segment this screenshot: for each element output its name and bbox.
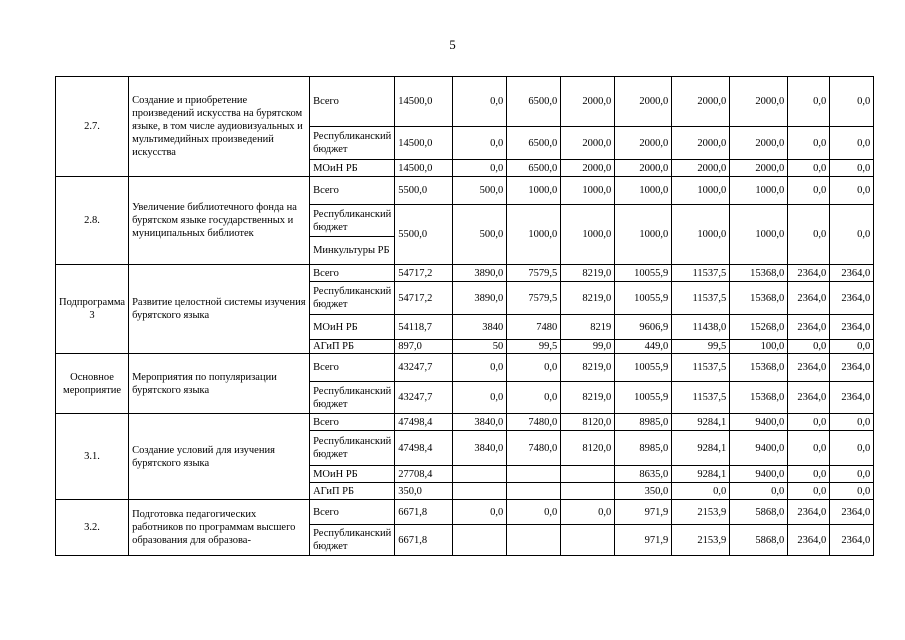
table-row: [56, 354, 874, 382]
value-year-5: 99,5: [672, 340, 730, 354]
value-year-3: [561, 466, 615, 483]
value-year-2: 6500,0: [507, 160, 561, 177]
value-year-7: 2364,0: [788, 265, 830, 282]
value-year-4: 2000,0: [615, 127, 672, 160]
row-name: Увеличение библиотечного фонда на бурятском языке государственных и муниципальных библиотек: [129, 177, 310, 265]
value-year-2: 0,0: [507, 500, 561, 525]
funding-source: Всего: [310, 354, 395, 382]
value-year-8: 0,0: [830, 205, 874, 265]
funding-source: Республиканский бюджет: [310, 382, 395, 414]
row-name: Создание условий для изучения бурятского языка: [129, 414, 310, 500]
table-row: [56, 265, 874, 282]
funding-source: Всего: [310, 414, 395, 431]
value-total: 5500,0: [395, 177, 453, 205]
value-year-4: 2000,0: [615, 160, 672, 177]
value-year-7: 0,0: [788, 414, 830, 431]
value-year-3: [561, 483, 615, 500]
value-year-6: 2000,0: [730, 127, 788, 160]
value-year-7: 2364,0: [788, 382, 830, 414]
value-year-4: 971,9: [615, 500, 672, 525]
value-year-7: 0,0: [788, 431, 830, 466]
value-year-1: 500,0: [453, 177, 507, 205]
table-row: [56, 414, 874, 431]
value-year-8: 0,0: [830, 127, 874, 160]
funding-source: Всего: [310, 500, 395, 525]
value-year-4: 9606,9: [615, 315, 672, 340]
funding-source: Всего: [310, 77, 395, 127]
funding-source: Республиканский бюджет: [310, 282, 395, 315]
value-year-8: 2364,0: [830, 282, 874, 315]
value-year-3: [561, 525, 615, 556]
value-year-6: 9400,0: [730, 414, 788, 431]
value-year-1: [453, 525, 507, 556]
value-year-7: 2364,0: [788, 525, 830, 556]
funding-source: Республиканский бюджет: [310, 431, 395, 466]
value-year-5: 1000,0: [672, 205, 730, 265]
row-name: Мероприятия по популяризации бурятского языка: [129, 354, 310, 414]
row-code: 2.8.: [56, 177, 129, 265]
row-code: 3.2.: [56, 500, 129, 556]
value-year-5: 11537,5: [672, 265, 730, 282]
funding-source: Республиканский бюджет: [310, 205, 395, 237]
row-code: 2.7.: [56, 77, 129, 177]
value-year-1: [453, 466, 507, 483]
value-year-2: 7480,0: [507, 414, 561, 431]
value-year-3: 8219,0: [561, 282, 615, 315]
value-total: 6671,8: [395, 500, 453, 525]
value-year-2: [507, 525, 561, 556]
value-year-8: 2364,0: [830, 265, 874, 282]
value-year-2: 7480: [507, 315, 561, 340]
value-year-7: 2364,0: [788, 500, 830, 525]
value-year-5: 1000,0: [672, 177, 730, 205]
value-year-6: 1000,0: [730, 205, 788, 265]
value-year-6: 9400,0: [730, 466, 788, 483]
value-year-8: 0,0: [830, 160, 874, 177]
value-year-2: 7579,5: [507, 282, 561, 315]
value-year-1: 0,0: [453, 77, 507, 127]
value-year-4: 1000,0: [615, 205, 672, 265]
value-year-2: [507, 483, 561, 500]
value-year-5: 9284,1: [672, 414, 730, 431]
funding-source: Республиканский бюджет: [310, 127, 395, 160]
value-year-7: 0,0: [788, 340, 830, 354]
value-year-3: 1000,0: [561, 205, 615, 265]
value-year-8: 2364,0: [830, 315, 874, 340]
value-year-7: 0,0: [788, 127, 830, 160]
value-year-8: 2364,0: [830, 500, 874, 525]
funding-source: Всего: [310, 177, 395, 205]
value-year-2: 0,0: [507, 354, 561, 382]
value-year-3: 8219,0: [561, 354, 615, 382]
value-year-7: 2364,0: [788, 315, 830, 340]
value-total: 14500,0: [395, 127, 453, 160]
value-year-7: 0,0: [788, 466, 830, 483]
value-total: 350,0: [395, 483, 453, 500]
value-year-1: 3840,0: [453, 431, 507, 466]
value-year-6: 100,0: [730, 340, 788, 354]
table-row: [56, 500, 874, 525]
value-year-1: 0,0: [453, 500, 507, 525]
value-total: 27708,4: [395, 466, 453, 483]
value-year-6: 15368,0: [730, 354, 788, 382]
value-total: 6671,8: [395, 525, 453, 556]
funding-source: МОиН РБ: [310, 466, 395, 483]
table-row: [56, 177, 874, 205]
value-year-7: 0,0: [788, 205, 830, 265]
value-year-4: 10055,9: [615, 282, 672, 315]
row-name: Создание и приобретение произведений искусства на бурятском языке, в том числе аудиовизуальных и мультимедийных произведений искусства: [129, 77, 310, 177]
value-year-8: 0,0: [830, 466, 874, 483]
value-year-5: 2153,9: [672, 525, 730, 556]
value-year-7: 0,0: [788, 483, 830, 500]
value-year-1: 3840: [453, 315, 507, 340]
value-total: 5500,0: [395, 205, 453, 265]
value-year-3: 1000,0: [561, 177, 615, 205]
value-year-2: 0,0: [507, 382, 561, 414]
value-year-4: 350,0: [615, 483, 672, 500]
page-number: 5: [449, 37, 456, 52]
funding-source: Всего: [310, 265, 395, 282]
value-year-5: 9284,1: [672, 466, 730, 483]
value-total: 14500,0: [395, 160, 453, 177]
value-year-4: 8985,0: [615, 414, 672, 431]
value-year-3: 2000,0: [561, 77, 615, 127]
value-year-6: 1000,0: [730, 177, 788, 205]
value-year-3: 2000,0: [561, 160, 615, 177]
value-year-4: 2000,0: [615, 77, 672, 127]
funding-source: АГиП РБ: [310, 483, 395, 500]
value-year-8: 2364,0: [830, 382, 874, 414]
value-year-4: 10055,9: [615, 354, 672, 382]
value-year-3: 8120,0: [561, 431, 615, 466]
value-year-8: 2364,0: [830, 354, 874, 382]
value-year-4: 10055,9: [615, 265, 672, 282]
row-code: 3.1.: [56, 414, 129, 500]
funding-source: МОиН РБ: [310, 160, 395, 177]
value-year-6: 9400,0: [730, 431, 788, 466]
value-year-3: 2000,0: [561, 127, 615, 160]
value-year-1: 3890,0: [453, 265, 507, 282]
value-year-1: 3840,0: [453, 414, 507, 431]
value-year-2: 7480,0: [507, 431, 561, 466]
value-year-6: 15268,0: [730, 315, 788, 340]
value-year-5: 11438,0: [672, 315, 730, 340]
value-year-5: 11537,5: [672, 382, 730, 414]
value-year-6: 15368,0: [730, 265, 788, 282]
value-year-3: 0,0: [561, 500, 615, 525]
value-year-1: 0,0: [453, 382, 507, 414]
value-total: 47498,4: [395, 431, 453, 466]
value-year-2: 6500,0: [507, 77, 561, 127]
value-year-7: 0,0: [788, 160, 830, 177]
row-name: Подготовка педагогических работников по программам высшего образования для образова-: [129, 500, 310, 556]
value-year-2: 99,5: [507, 340, 561, 354]
value-year-5: 2153,9: [672, 500, 730, 525]
value-year-7: 0,0: [788, 177, 830, 205]
value-total: 14500,0: [395, 77, 453, 127]
value-year-2: 6500,0: [507, 127, 561, 160]
funding-source: Минкультуры РБ: [310, 237, 395, 265]
value-year-2: 7579,5: [507, 265, 561, 282]
value-year-7: 2364,0: [788, 282, 830, 315]
value-year-3: 8120,0: [561, 414, 615, 431]
value-year-8: 0,0: [830, 77, 874, 127]
value-year-6: 15368,0: [730, 282, 788, 315]
value-year-5: 9284,1: [672, 431, 730, 466]
value-year-8: 0,0: [830, 483, 874, 500]
value-year-5: 0,0: [672, 483, 730, 500]
row-code: Подпрограмма 3: [56, 265, 129, 354]
value-year-5: 2000,0: [672, 127, 730, 160]
value-year-2: [507, 466, 561, 483]
value-year-8: 2364,0: [830, 525, 874, 556]
value-year-6: 5868,0: [730, 525, 788, 556]
funding-source: МОиН РБ: [310, 315, 395, 340]
value-year-4: 10055,9: [615, 382, 672, 414]
row-code: Основное мероприятие: [56, 354, 129, 414]
value-year-2: 1000,0: [507, 205, 561, 265]
value-year-2: 1000,0: [507, 177, 561, 205]
value-year-6: 0,0: [730, 483, 788, 500]
value-year-6: 5868,0: [730, 500, 788, 525]
value-year-1: 0,0: [453, 127, 507, 160]
value-year-4: 8635,0: [615, 466, 672, 483]
value-year-5: 2000,0: [672, 160, 730, 177]
value-total: 54717,2: [395, 265, 453, 282]
value-year-6: 2000,0: [730, 77, 788, 127]
value-year-8: 0,0: [830, 431, 874, 466]
value-year-7: 2364,0: [788, 354, 830, 382]
value-year-3: 8219,0: [561, 265, 615, 282]
value-year-4: 449,0: [615, 340, 672, 354]
value-year-4: 971,9: [615, 525, 672, 556]
value-total: 43247,7: [395, 354, 453, 382]
value-year-1: 0,0: [453, 354, 507, 382]
value-year-1: 500,0: [453, 205, 507, 265]
value-year-3: 8219,0: [561, 382, 615, 414]
value-year-4: 1000,0: [615, 177, 672, 205]
value-total: 47498,4: [395, 414, 453, 431]
value-year-8: 0,0: [830, 340, 874, 354]
value-total: 54118,7: [395, 315, 453, 340]
row-name: Развитие целостной системы изучения бурятского языка: [129, 265, 310, 354]
value-year-7: 0,0: [788, 77, 830, 127]
table-row: [56, 77, 874, 127]
value-year-5: 11537,5: [672, 282, 730, 315]
value-year-1: 3890,0: [453, 282, 507, 315]
value-year-5: 2000,0: [672, 77, 730, 127]
value-year-3: 99,0: [561, 340, 615, 354]
value-year-1: 50: [453, 340, 507, 354]
value-year-6: 2000,0: [730, 160, 788, 177]
value-total: 54717,2: [395, 282, 453, 315]
value-year-6: 15368,0: [730, 382, 788, 414]
value-year-1: 0,0: [453, 160, 507, 177]
value-year-8: 0,0: [830, 414, 874, 431]
budget-table: [55, 76, 874, 556]
value-year-5: 11537,5: [672, 354, 730, 382]
value-year-1: [453, 483, 507, 500]
value-year-4: 8985,0: [615, 431, 672, 466]
value-year-3: 8219: [561, 315, 615, 340]
value-total: 897,0: [395, 340, 453, 354]
value-year-8: 0,0: [830, 177, 874, 205]
value-total: 43247,7: [395, 382, 453, 414]
funding-source: Республиканский бюджет: [310, 525, 395, 556]
funding-source: АГиП РБ: [310, 340, 395, 354]
